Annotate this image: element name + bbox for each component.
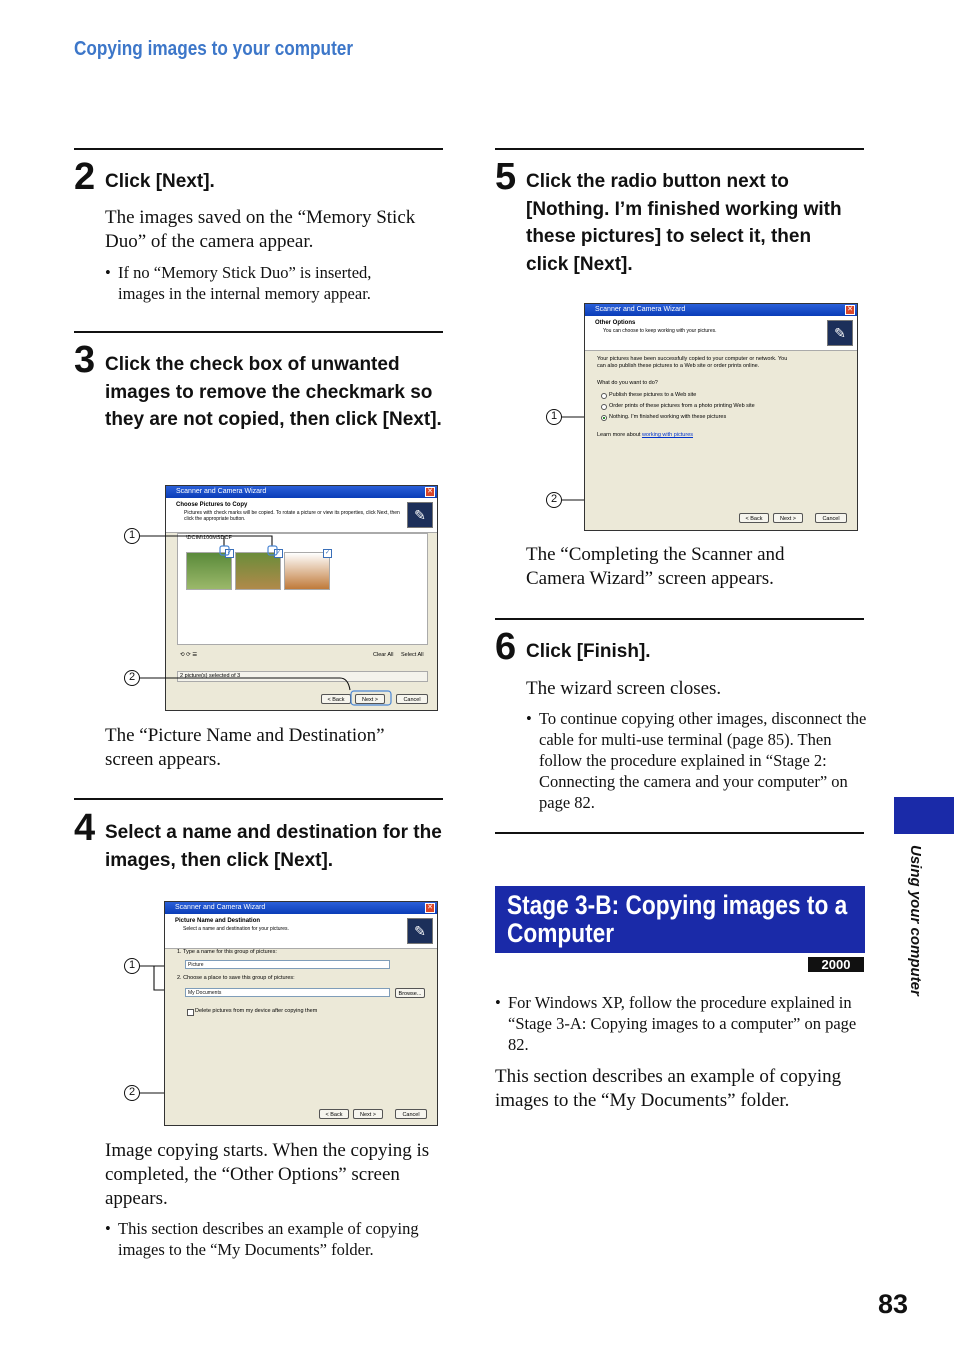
wizard-titlebar: Scanner and Camera Wizard ✕ (165, 902, 437, 914)
cancel-button[interactable]: Cancel (396, 694, 428, 704)
question-label: What do you want to do? (597, 380, 658, 386)
learn-more-text: Learn more about working with pictures (597, 432, 693, 438)
next-button[interactable]: Next > (355, 694, 385, 704)
radio-nothing[interactable] (601, 415, 607, 421)
step-title: Click the check box of unwanted images to remove the checkmark so they are not copied, then click [Next]. (105, 354, 442, 430)
wizard-icon: ✎ (407, 502, 433, 528)
wizard-icon: ✎ (827, 320, 853, 346)
place-question: 2. Choose a place to save this group of pictures: (177, 975, 295, 981)
select-all-button[interactable]: Select All (401, 652, 424, 658)
step-bullet: • If no “Memory Stick Duo” is inserted, images in the internal memory appear. (105, 263, 372, 303)
step-result: The “Completing the Scanner and Camera Wizard” screen appears. (526, 544, 785, 589)
step-number: 4 (74, 807, 96, 849)
cancel-button[interactable]: Cancel (815, 513, 847, 523)
step-title: Click the radio button next to [Nothing. I’m finished working with these pictures] to select it, then click [Next]. (526, 171, 842, 275)
delete-label: Delete pictures from my device after copying them (195, 1008, 318, 1014)
wizard-titlebar: Scanner and Camera Wizard ✕ (166, 486, 437, 498)
step-divider (74, 331, 443, 333)
step-divider (495, 148, 864, 150)
wizard-icon: ✎ (407, 918, 433, 944)
name-question: 1. Type a name for this group of pictures: (177, 949, 277, 955)
step-divider (74, 148, 443, 150)
wizard-header (165, 914, 437, 949)
callout-2: 2 (124, 1085, 140, 1101)
group-name-input[interactable]: Picture (185, 960, 390, 969)
wizard-subheading: You can choose to keep working with your pictures. (603, 328, 717, 334)
page-number: 83 (878, 1289, 909, 1319)
step-result: The “Picture Name and Destination” screen appears. (105, 725, 385, 770)
step-bullet: • This section describes an example of copying images to the “My Documents” folder. (105, 1219, 419, 1259)
rotate-icon[interactable]: ⟲ ⟳ ☰ (180, 652, 198, 658)
stage-heading: Stage 3-B: Copying images to a Computer (495, 886, 865, 953)
radio-order-prints[interactable] (601, 404, 607, 410)
status-bar: 2 picture(s) selected of 3 (177, 671, 428, 682)
step-title: Click [Next]. (105, 171, 215, 192)
wizard-heading: Picture Name and Destination (175, 918, 261, 924)
radio-publish[interactable] (601, 393, 607, 399)
wizard-screenshot-copy (165, 485, 438, 711)
step-body: The wizard screen closes. (526, 678, 722, 699)
os-badge: 2000 (808, 957, 864, 972)
wizard-subheading: Pictures with check marks will be copied. To rotate a picture or view its properties, click Next, then click the appropriate button. (184, 510, 400, 522)
next-button[interactable]: Next > (353, 1109, 383, 1119)
learn-more-link[interactable]: working with pictures (641, 432, 693, 438)
browse-button[interactable]: Browse... (395, 988, 425, 998)
step-title: Click [Finish]. (526, 641, 651, 662)
wizard-subheading: Select a name and destination for your pictures. (183, 926, 289, 932)
info-text: Your pictures have been successfully copied to your computer or network. You can also publish these pictures to a Web site or order prints online. (597, 356, 788, 369)
wizard-header (585, 316, 857, 351)
back-button[interactable]: < Back (739, 513, 769, 523)
destination-select[interactable]: My Documents (185, 988, 390, 997)
stage-body: This section describes an example of copying images to the “My Documents” folder. (495, 1066, 842, 1111)
step-bullet: • To continue copying other images, disconnect the cable for multi-use terminal (page 85). Then follow the procedure explained in “Stage 2: Connecting the camera and your computer” on page 82. (526, 709, 867, 812)
close-icon[interactable]: ✕ (425, 903, 435, 913)
callout-1: 1 (124, 958, 140, 974)
callout-1: 1 (124, 528, 140, 544)
callout-2: 2 (546, 492, 562, 508)
running-header: Copying images to your computer (74, 38, 354, 60)
folder-path: \DCIM\100MSDCF (186, 535, 232, 541)
step-number: 6 (495, 626, 517, 668)
wizard-screenshot-options (584, 303, 858, 531)
step-title: Select a name and destination for the images, then click [Next]. (105, 822, 442, 871)
close-icon[interactable]: ✕ (425, 487, 435, 497)
step-divider (495, 618, 864, 620)
callout-1: 1 (546, 409, 562, 425)
picture-checkbox[interactable]: ✓ (324, 550, 331, 556)
close-icon[interactable]: ✕ (845, 305, 855, 315)
step-result: Image copying starts. When the copying is completed, the “Other Options” screen appears. (105, 1140, 430, 1209)
step-number: 2 (74, 156, 96, 198)
wizard-header (166, 498, 437, 533)
radio-publish-label: Publish these pictures to a Web site (609, 392, 697, 398)
wizard-heading: Choose Pictures to Copy (176, 502, 248, 508)
back-button[interactable]: < Back (321, 694, 351, 704)
wizard-screenshot-destination (164, 901, 438, 1126)
picture-list (177, 533, 428, 645)
step-number: 3 (74, 339, 96, 381)
picture-checkbox[interactable]: ✓ (226, 550, 233, 556)
section-divider (495, 832, 864, 834)
cancel-button[interactable]: Cancel (395, 1109, 427, 1119)
step-number: 5 (495, 156, 517, 198)
section-side-tab (894, 797, 954, 834)
next-button[interactable]: Next > (773, 513, 803, 523)
clear-all-button[interactable]: Clear All (373, 652, 394, 658)
stage-bullet: • For Windows XP, follow the procedure explained in “Stage 3-A: Copying images to a computer” on page 82. (495, 993, 857, 1054)
back-button[interactable]: < Back (319, 1109, 349, 1119)
radio-nothing-label: Nothing. I'm finished working with these pictures (609, 414, 727, 420)
side-tab-label: Using your computer (907, 845, 924, 996)
callout-2: 2 (124, 670, 140, 686)
picture-checkbox[interactable]: ✓ (275, 550, 282, 556)
radio-order-prints-label: Order prints of these pictures from a photo printing Web site (609, 403, 755, 409)
delete-checkbox[interactable] (187, 1009, 194, 1016)
step-body: The images saved on the “Memory Stick Duo” of the camera appear. (105, 207, 416, 252)
wizard-titlebar: Scanner and Camera Wizard ✕ (585, 304, 857, 316)
wizard-heading: Other Options (595, 320, 636, 326)
step-divider (74, 798, 443, 800)
